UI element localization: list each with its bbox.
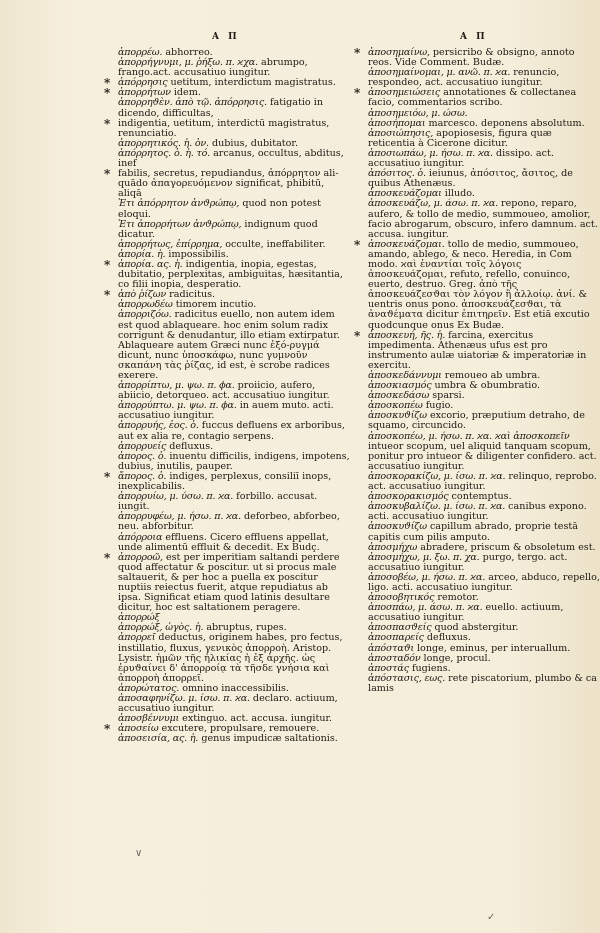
greek-headword: ἀπορροῶ, bbox=[118, 551, 163, 563]
left-column bbox=[118, 48, 350, 744]
dictionary-entry bbox=[368, 573, 600, 593]
dictionary-entry bbox=[118, 401, 350, 421]
latin-definition: indigentia, uetitum, interdictū magistratus, renunciatio. bbox=[118, 117, 330, 139]
dictionary-entry bbox=[118, 119, 350, 139]
greek-headword: ἀποσημειόω, μ. ώσω. bbox=[368, 107, 468, 119]
latin-definition: indignum quod dicatur. bbox=[118, 218, 318, 240]
greek-headword: ἀπορρώξ bbox=[118, 612, 160, 624]
dictionary-entry bbox=[368, 472, 600, 492]
latin-definition: effluens. Cicero effluens appellat, unde alimentū effluit & decedit. Ex Budç. bbox=[118, 531, 329, 553]
running-head-left: A Π bbox=[212, 32, 240, 42]
greek-headword: ἀπορρυής, ἐος. ὁ. bbox=[118, 420, 199, 432]
dictionary-entry bbox=[118, 512, 350, 532]
latin-definition: canibus expono. acti. accusatiuo iungitur. bbox=[368, 501, 587, 523]
latin-definition: longe, eminus, per interuallum. bbox=[416, 642, 571, 654]
greek-headword: ἀποσκευάζομαι bbox=[368, 188, 442, 200]
latin-definition: forbillo. accusat. iungit. bbox=[118, 491, 318, 513]
latin-definition: radicitus. bbox=[169, 289, 216, 301]
latin-definition: deductus, originem habes, pro fectus, instillatio, fluxus, γενικὸς ἀπορροὴ. Aristop. Lysistr. ἡμῶν τῆς ἡλικίας ἡ ἐξ ἀρχῆς. ὡς ἐρυϑαίνει δ' ἀπορροίᾳ τὰ τῆσδε γνήσια καὶ ἀπορροὴ ἀπορρεῖ. bbox=[118, 632, 343, 684]
latin-definition: contemptus. bbox=[451, 491, 512, 503]
greek-headword: ἀποσεισία, ας. ἡ. bbox=[118, 733, 199, 745]
latin-definition: renuncio, respondeo, act. accusatiuo iungitur. bbox=[368, 67, 560, 89]
greek-headword: ἀπορρυίω, μ. ύσω. π. ϰα. bbox=[118, 491, 234, 503]
greek-headword: ἀπορρέω. bbox=[118, 47, 163, 58]
latin-definition: defluxus. bbox=[169, 440, 214, 452]
latin-definition: idem. bbox=[173, 87, 201, 99]
greek-headword: ἀπορρεῖ bbox=[118, 632, 156, 644]
latin-definition: abrumpo, frango.act. accusatiuo iungitur. bbox=[118, 57, 308, 79]
dictionary-entry bbox=[368, 48, 600, 68]
greek-headword: ἀποσκυβαλίζω. μ. ίσω. π. ϰα. bbox=[368, 501, 506, 513]
latin-definition: indiges, perplexus, consiliī inops, inexplicabilis. bbox=[118, 470, 332, 493]
dictionary-entry bbox=[118, 472, 350, 492]
greek-headword: ἀπορρητικός. ἡ. ὁν. bbox=[118, 137, 209, 149]
greek-headword: ἀποσπάω, μ. άσω. π. ϰα. bbox=[368, 602, 483, 614]
latin-definition: fatigatio in dicendo, difficultas, bbox=[118, 97, 324, 119]
latin-definition: intueor scopum, uel aliquid tanquam scopum, ponitur pro intueor & diligenter confidero. act. accusatiuo iungitur. bbox=[368, 440, 597, 472]
right-column bbox=[368, 48, 600, 694]
greek-headword: ἀπορρήτως, ἐπίρρημα, bbox=[118, 238, 223, 250]
greek-headword: ἀπορρύπτω. μ. ψω. π. ϕα. bbox=[118, 400, 237, 412]
dictionary-entry bbox=[118, 220, 350, 240]
latin-definition: declaro. actiuum, accusatiuo iungitur. bbox=[118, 693, 338, 715]
latin-definition: defluxus. bbox=[426, 632, 471, 644]
dictionary-entry bbox=[368, 129, 600, 149]
latin-definition: est per imperitiam saltandi perdere quod affectatur & poscitur. ut si procus male saltauerit, & per hoc a puella ex poscitur nuptiis reiectus fuerit, atque repudiatus ab ipsa. Significat etiam quod latinis desultare dicitur, hoc est saltationem peragere. bbox=[118, 551, 340, 614]
latin-definition: excutere, propulsare, remouere. bbox=[161, 723, 320, 735]
greek-headword: ἀπορρίπτω, μ. ψω. π. ϕα. bbox=[118, 380, 235, 392]
check-mark: ✓ bbox=[487, 912, 496, 923]
greek-headword: ἀποσιωπάω, μ. ήσω. π. ϰα. bbox=[368, 147, 493, 159]
greek-headword: ἀποσκυϑίζω bbox=[368, 410, 427, 422]
latin-definition: apopiosesis, figura quæ reticentia à Cicerone dicitur. bbox=[368, 127, 552, 149]
dictionary-entry bbox=[118, 694, 350, 714]
greek-headword: ἀπορία. ας. ἡ. bbox=[118, 258, 183, 270]
greek-headword: ἀποσκιασμός bbox=[368, 380, 432, 392]
greek-headword: ἀπορρώξ, ὠγὸς. ἡ. bbox=[118, 622, 204, 634]
greek-headword: ἀποσοβέω, μ. ήσω. π. ϰα. bbox=[368, 571, 486, 583]
margin-mark: ∨ bbox=[135, 848, 143, 859]
latin-definition: dissipo. act. accusatiuo iungitur. bbox=[368, 147, 554, 170]
latin-definition: purgo, tergo. act. accusatiuo iungitur. bbox=[368, 551, 568, 573]
greek-headword: ἀποστάς bbox=[368, 662, 409, 674]
latin-definition: deforbeo, abforbeo, neu. abforbitur. bbox=[118, 511, 340, 533]
latin-definition: capillum abrado, proprie testā capitis cum pilis amputo. bbox=[368, 521, 578, 543]
greek-headword: ἀπορρήτων bbox=[118, 87, 171, 99]
greek-headword: ἀπορώτατος. bbox=[118, 682, 180, 694]
latin-definition: euello. actiuum, accusatiuo iungitur. bbox=[368, 602, 564, 624]
greek-headword: Ἐτι ἀπόρρητον ἀνϑρώπῳ, bbox=[118, 198, 240, 210]
latin-definition: arcanus, occultus, abditus, inef bbox=[118, 147, 344, 170]
latin-definition: uetitum, interdictum magistratus. bbox=[170, 77, 336, 89]
greek-headword: ἀποσμήχω, μ. ξω. π. χα. bbox=[368, 551, 480, 563]
latin-definition: longe, procul. bbox=[423, 652, 491, 664]
dictionary-entry bbox=[118, 553, 350, 614]
dictionary-entry bbox=[118, 58, 350, 78]
greek-headword: ἀπορριζόω. bbox=[118, 309, 172, 321]
latin-definition: proiicio, aufero, abiicio, detorqueo. act. accusatiuo iungitur. bbox=[118, 380, 330, 402]
latin-definition: ieiunus, ἀπόσιτος, ἄσιτος, de quibus Athenæus. bbox=[368, 168, 573, 190]
greek-headword: ἀπὸ ῥίζων bbox=[118, 289, 167, 301]
greek-headword: ἀποσκεδάσω bbox=[368, 390, 430, 402]
latin-definition: relinquo, reprobo. act. accusatiuo iungitur. bbox=[368, 470, 597, 493]
greek-headword: ἀπόρρητος. ὁ. ἡ. τό. bbox=[118, 147, 210, 159]
latin-definition: remotor. bbox=[437, 592, 479, 604]
dictionary-entry bbox=[368, 522, 600, 542]
dictionary-entry bbox=[368, 149, 600, 169]
latin-definition: quod abstergitur. bbox=[434, 622, 519, 634]
latin-definition: timorem incutio. bbox=[175, 299, 257, 311]
latin-definition: dubius, dubitator. bbox=[211, 137, 299, 149]
dictionary-entry bbox=[368, 674, 600, 694]
dictionary-entry bbox=[368, 88, 600, 108]
greek-headword: ἀποσκορακίζω, μ. ίσω. π. ϰα. bbox=[368, 470, 506, 482]
running-head-right: A Π bbox=[460, 32, 488, 42]
latin-definition: arceo, abduco, repello, ligo. acti. accusatiuo iungitur. bbox=[368, 571, 600, 593]
latin-definition: fugiens. bbox=[411, 662, 451, 674]
dictionary-entry bbox=[368, 331, 600, 371]
dictionary-entry bbox=[118, 310, 350, 381]
latin-definition: occulte, ineffabiliter. bbox=[225, 238, 326, 250]
greek-headword: ἀποσημαίνομαι, μ. ανῶ. π. ϰα. bbox=[368, 67, 511, 79]
greek-headword: ἀπορρήγνυμι, μ. ῥήξω. π. ϰχα. bbox=[118, 57, 258, 69]
dictionary-entry bbox=[118, 492, 350, 512]
greek-headword: ἀποσήπομαι bbox=[368, 117, 426, 129]
greek-headword: ἀποσκεδάννυμι bbox=[368, 370, 442, 381]
dictionary-entry bbox=[118, 633, 350, 683]
greek-headword: ἀπορρυφέω, μ. ήσω. π. ϰα. bbox=[118, 511, 241, 523]
dictionary-entry bbox=[368, 553, 600, 573]
latin-definition: repono, reparo, aufero, & tollo de medio, summoueo, amolior, facio abrogarum, obscuro, infero damnum. act. accusa. iungitur. bbox=[368, 198, 598, 240]
greek-headword: ἀποσκορακισμός bbox=[368, 491, 449, 503]
greek-headword: ἀπόρρησις bbox=[118, 77, 168, 89]
latin-definition: persicribo & obsigno, annoto reos. Vide Comment. Budæ. bbox=[368, 47, 575, 69]
greek-headword: ἀποσμήχω bbox=[368, 541, 418, 553]
greek-headword: ἀποσημειώσεις bbox=[368, 87, 441, 99]
dictionary-entry bbox=[118, 98, 350, 118]
greek-headword: ἀποσοβητικός bbox=[368, 592, 435, 604]
dictionary-entry bbox=[118, 199, 350, 219]
latin-definition: remoueo ab umbra. bbox=[444, 370, 541, 381]
greek-headword: ἀπορος. ὁ. bbox=[118, 450, 167, 462]
greek-headword: ἀποσκοπέω bbox=[368, 400, 423, 412]
greek-headword: ἀποσπαρείς bbox=[368, 632, 424, 644]
greek-headword: ἀπόστασις, εως. bbox=[368, 672, 446, 684]
latin-definition: in auem muto. acti. accusatiuo iungitur. bbox=[118, 400, 334, 422]
greek-headword: ἀποσκευάζομαι. bbox=[368, 238, 445, 250]
greek-headword: ἀποσκευάζω, μ. άσω. π. ϰα. bbox=[368, 198, 498, 210]
dictionary-entry bbox=[368, 432, 600, 472]
greek-headword: ἀποσιώπησις, bbox=[368, 127, 434, 139]
greek-headword: ἀπόρροια bbox=[118, 531, 163, 543]
latin-definition: radicitus euello, non autem idem est quod ablaqueare. hoc enim solum radix corrigunt & denudantur, illo etiam extirpatur. Ablaqueare autem Græci nunc ἐξό-ρυγμά dicunt, nunc ὑποσκάφω, nunc γυμνοῦν σκαπάνη τὰς ῥίζας, id est, è scrobe radices exerere. bbox=[118, 309, 340, 381]
latin-definition: impossibilis. bbox=[168, 248, 229, 260]
greek-headword: ἀπορία. ἡ. bbox=[118, 248, 166, 260]
latin-definition: genus impudicæ saltationis. bbox=[201, 733, 338, 745]
greek-headword: Ἐτι ἀπορρήτων ἀνϑρώπῳ, bbox=[118, 218, 242, 230]
greek-headword: ἀποσκευή, ῆς. ἡ. bbox=[368, 329, 446, 341]
greek-headword: ἀπορρωδέω bbox=[118, 299, 173, 311]
greek-headword: ἀποσταδόν bbox=[368, 652, 421, 664]
latin-definition: illudo. bbox=[444, 188, 475, 200]
latin-definition: inuentu difficilis, indigens, impotens, dubius, inutilis, pauper. bbox=[118, 450, 350, 472]
greek-headword: ἀποσκυϑίζω bbox=[368, 521, 427, 533]
dictionary-entry bbox=[368, 603, 600, 623]
latin-definition: indigentia, inopia, egestas, dubitatio, perplexitas, ambiguitas, hæsitantia, co filii inopia, desperatio. bbox=[118, 258, 343, 291]
dictionary-entry bbox=[118, 533, 350, 553]
latin-definition: quod non potest eloqui. bbox=[118, 198, 322, 220]
dictionary-entry bbox=[118, 734, 350, 744]
dictionary-entry bbox=[118, 169, 350, 199]
latin-definition: fuccus defluens ex arboribus, aut ex alia re, contagio serpens. bbox=[118, 420, 345, 442]
dictionary-entry bbox=[368, 199, 600, 239]
dictionary-entry bbox=[368, 169, 600, 189]
latin-definition: abruptus, rupes. bbox=[206, 622, 287, 634]
greek-headword: ἀπορρηϑὲν. ἀπὸ τῷ. ἀπόρρησις. bbox=[118, 97, 267, 109]
latin-definition: fugio. bbox=[425, 400, 454, 412]
greek-headword: ἀπορρυείς bbox=[118, 440, 167, 452]
latin-definition: extinguo. act. accusa. iungitur. bbox=[182, 713, 333, 725]
greek-headword: ἀποσβέννυμι bbox=[118, 713, 180, 725]
latin-definition: abhorreo. bbox=[165, 47, 213, 58]
greek-headword: ἀποσκοπέω, μ. ήσω. π. ϰα. ϰαὶ ἀποσκοπεῖν bbox=[368, 430, 570, 442]
dictionary-entry bbox=[118, 149, 350, 169]
dictionary-entry bbox=[118, 260, 350, 290]
greek-headword: ἀπόσιτος. ὁ. bbox=[368, 168, 426, 180]
latin-definition: marcesco. deponens absolutum. bbox=[428, 117, 585, 129]
latin-definition: farcina, exercitus impedimenta. Athenæus ufus est pro instrumento aulæ uiatoriæ & imperatoriæ in exercitu. bbox=[368, 329, 587, 371]
greek-headword: ἄπορος. ὁ. bbox=[118, 470, 167, 482]
latin-definition: abradere, priscum & obsoletum est. bbox=[420, 541, 596, 553]
dictionary-entry bbox=[368, 240, 600, 331]
greek-headword: ἀπόσταϑι bbox=[368, 642, 414, 654]
dictionary-entry bbox=[368, 411, 600, 431]
latin-definition: rete piscatorium, plumbo & ca lamis bbox=[368, 672, 598, 694]
dictionary-entry bbox=[118, 381, 350, 401]
latin-definition: umbra & obumbratio. bbox=[434, 380, 541, 392]
latin-definition: fabilis, secretus, repudiandus, ἀπόρρητον ali-quādo ἀπαγορευόμενον significat, phibitū, aliqā bbox=[118, 168, 339, 200]
latin-definition: sparsi. bbox=[432, 390, 465, 402]
latin-definition: excorio, præputium detraho, de squamo, circuncido. bbox=[368, 410, 585, 432]
greek-headword: ἀποσημαίνω, bbox=[368, 47, 430, 58]
dictionary-entry bbox=[118, 452, 350, 472]
greek-headword: ἀποσαφηνίζω. μ. ίσω. π. ϰα. bbox=[118, 693, 250, 704]
latin-definition: tollo de medio, summoueo, amando, ablego, & neco. Heredia, in Com modo. ϰαὶ ἐναντίαι τοῖς λόγοις ἀποσκευάζομαι, refuto, refello, conuinco, euerto, destruo. Greg. ἀπὸ τῆς ἀποσκευάζεσϑαι τὸν λόγον ἢ ἀλλοίῳ. ἀνί. & uentris onus pono. ἀποσκευάζεσϑαι, τὰ ἀναϑέματα dicitur ἐπιτηρεῖν. Est etiā excutio quodcunque onus Ex Budæ. bbox=[368, 238, 590, 331]
greek-headword: ἀποσπασϑείς bbox=[368, 622, 432, 634]
dictionary-entry bbox=[368, 502, 600, 522]
dictionary-entry bbox=[368, 68, 600, 88]
latin-definition: annotationes & collectanea facio, commentarios scribo. bbox=[368, 87, 577, 109]
greek-headword: ἀποσείω bbox=[118, 723, 159, 735]
dictionary-entry bbox=[118, 421, 350, 441]
latin-definition: omnino inaccessibilis. bbox=[182, 682, 289, 694]
